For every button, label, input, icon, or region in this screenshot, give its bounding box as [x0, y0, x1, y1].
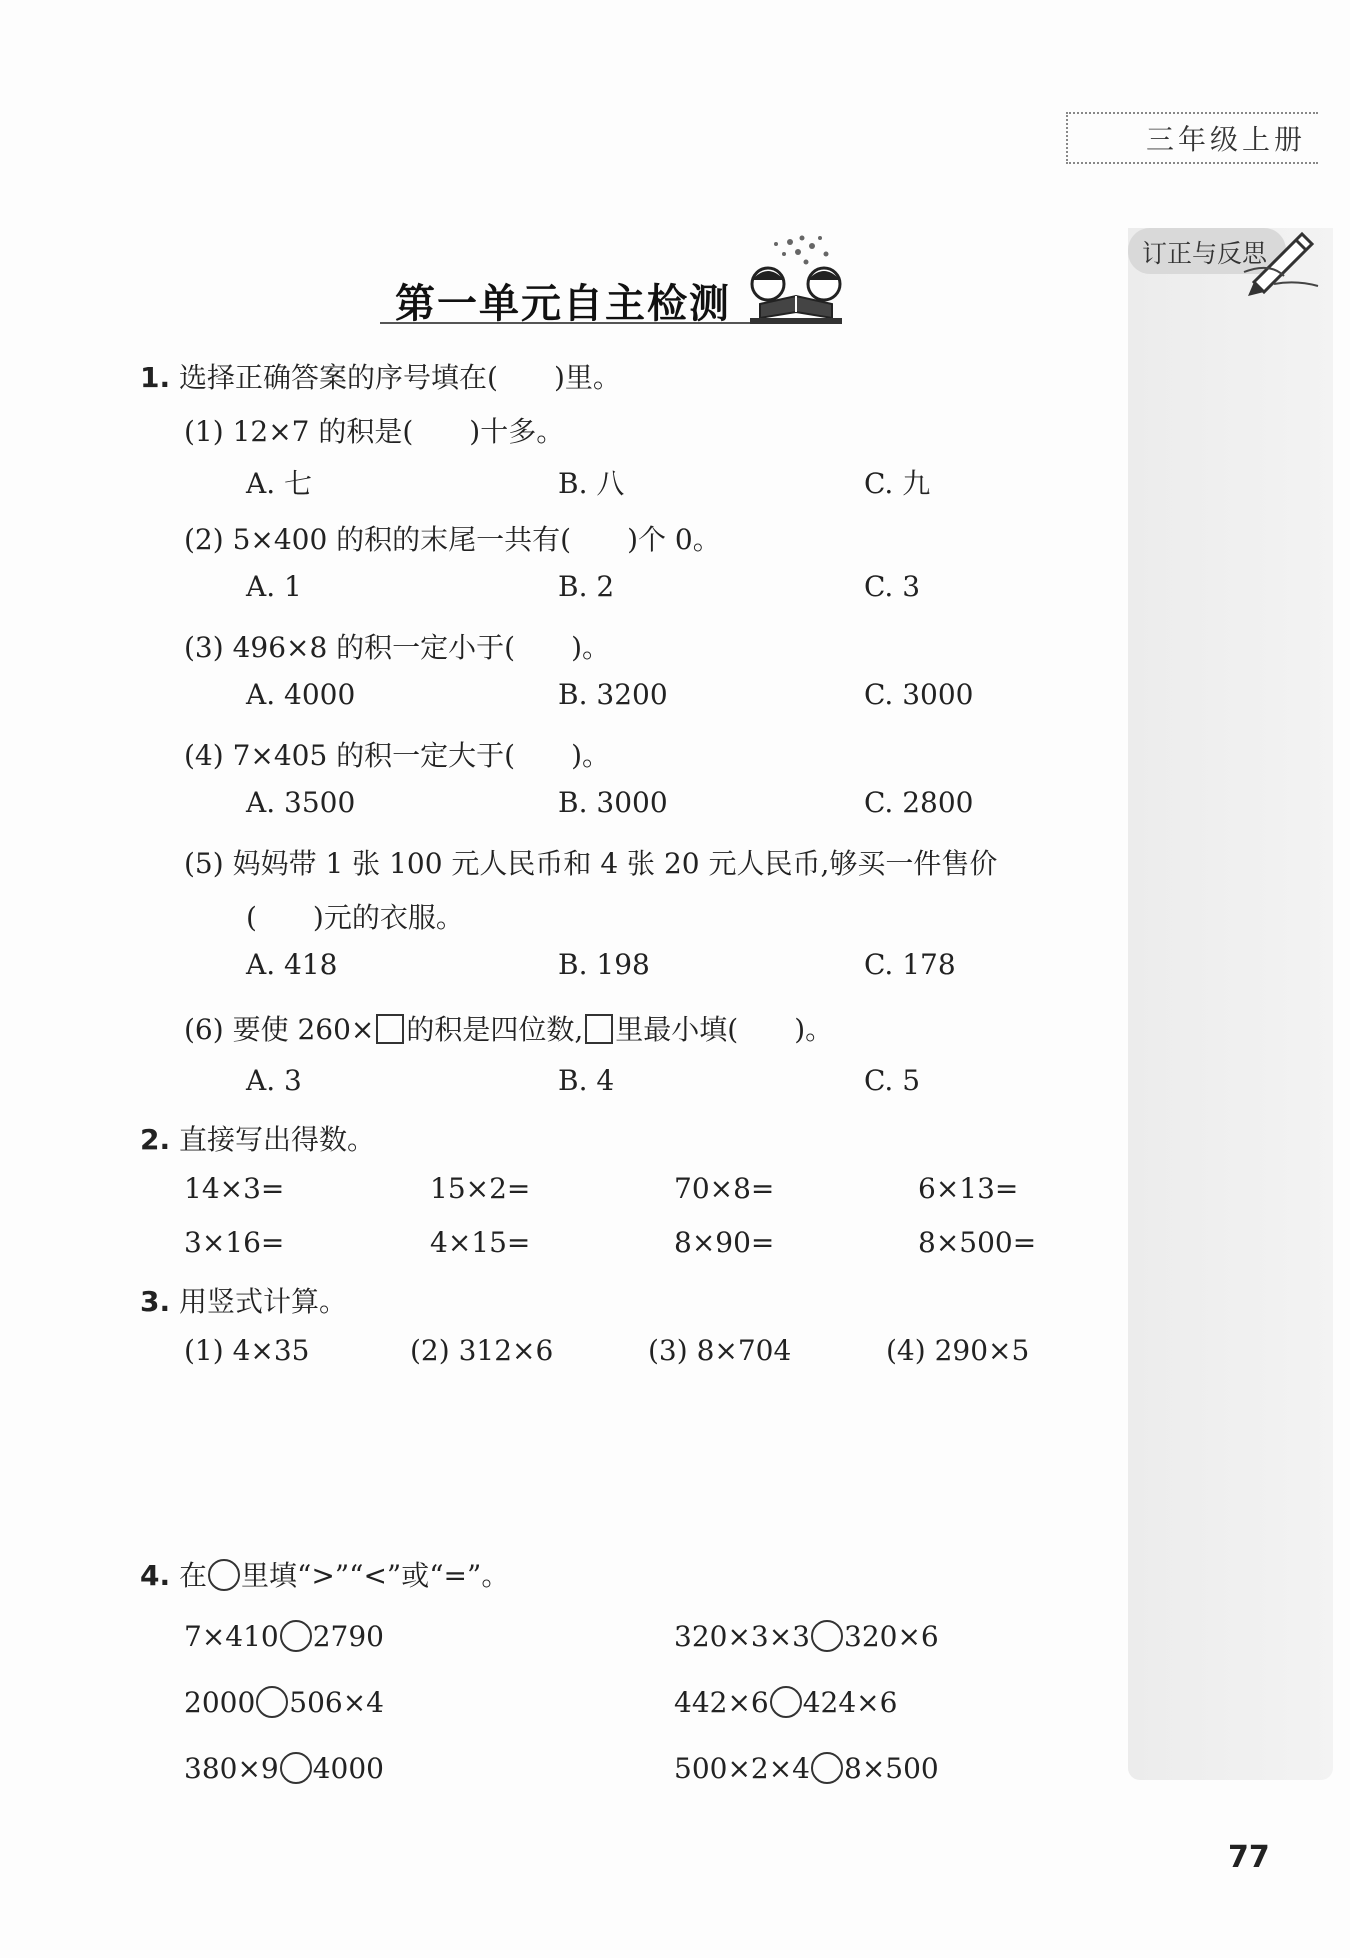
- q1-item-5-option-a: A. 418: [246, 948, 338, 981]
- q3-item: (1) 4×35: [184, 1334, 310, 1367]
- q1-item-4-option-c: C. 2800: [864, 786, 974, 819]
- q4-right: 424×6: [802, 1686, 898, 1719]
- correction-tab-label: 订正与反思: [1142, 239, 1268, 268]
- title-underline: [380, 322, 800, 324]
- q1-item-6-option-c: C. 5: [864, 1064, 921, 1097]
- q1-item-6-stem-part-3: 里最小填( )。: [615, 1013, 834, 1046]
- q2-expression: 14×3=: [184, 1172, 285, 1205]
- q1-item-3-option-c: C. 3000: [864, 678, 974, 711]
- q1-item-5-stem: (5) 妈妈带 1 张 100 元人民币和 4 张 20 元人民币,够买一件售价: [184, 847, 998, 880]
- q2-expression: 8×90=: [674, 1226, 775, 1259]
- q1-item-4-option-b: B. 3000: [558, 786, 668, 819]
- q1-item-1-option-a: A. 七: [246, 467, 313, 500]
- compare-circle[interactable]: [256, 1686, 288, 1718]
- q4-right: 320×6: [844, 1620, 939, 1653]
- q2-expression: 8×500=: [918, 1226, 1037, 1259]
- compare-circle[interactable]: [811, 1620, 843, 1652]
- question-2-stem: 直接写出得数。: [179, 1123, 376, 1156]
- q2-expression: 70×8=: [674, 1172, 775, 1205]
- q1-item-5-option-c: C. 178: [864, 948, 956, 981]
- grade-label-box: [1066, 112, 1318, 164]
- q1-item-2-option-c: C. 3: [864, 570, 921, 603]
- q4-left: 380×9: [184, 1752, 279, 1785]
- q3-item: (3) 8×704: [648, 1334, 792, 1367]
- q4-comparison: [184, 1686, 384, 1719]
- q1-item-4-option-a: A. 3500: [246, 786, 356, 819]
- q2-expression: 3×16=: [184, 1226, 285, 1259]
- q1-item-2-stem: (2) 5×400 的积的末尾一共有( )个 0。: [184, 523, 721, 556]
- q2-expression: 4×15=: [430, 1226, 531, 1259]
- q4-right: 2790: [312, 1620, 384, 1653]
- question-2-number: 2.: [140, 1123, 171, 1156]
- q4-left: 320×3×3: [674, 1620, 810, 1653]
- q3-item: (2) 312×6: [410, 1334, 554, 1367]
- q4-left: 442×6: [674, 1686, 769, 1719]
- question-1-number: 1.: [140, 361, 171, 394]
- question-3-number: 3.: [140, 1285, 171, 1318]
- circle-symbol-icon: [208, 1559, 240, 1591]
- q1-item-6-stem-part-1: (6) 要使 260×: [184, 1013, 375, 1046]
- compare-circle[interactable]: [811, 1752, 843, 1784]
- q1-item-6-option-a: A. 3: [246, 1064, 302, 1097]
- q4-right: 506×4: [289, 1686, 384, 1719]
- question-4-stem-part-2: 里填“>”“<”或“=”。: [241, 1559, 510, 1592]
- question-4-stem-part-1: 在: [179, 1559, 208, 1592]
- answer-box[interactable]: [585, 1014, 613, 1044]
- q1-item-6-stem-part-2: 的积是四位数,: [406, 1013, 584, 1046]
- question-4-number: 4.: [140, 1559, 171, 1592]
- q1-item-5-stem-line-2: ( )元的衣服。: [246, 901, 464, 934]
- q1-item-6-option-b: B. 4: [558, 1064, 615, 1097]
- question-1: [140, 356, 621, 396]
- compare-circle[interactable]: [280, 1752, 312, 1784]
- q1-item-3-option-a: A. 4000: [246, 678, 356, 711]
- q4-right: 8×500: [844, 1752, 939, 1785]
- q4-left: 2000: [184, 1686, 256, 1719]
- question-2: [140, 1118, 375, 1158]
- page-title: 第一单元自主检测: [395, 280, 731, 327]
- reading-children-icon: [740, 232, 852, 328]
- q4-comparison: [184, 1620, 384, 1653]
- q1-item-2-option-a: A. 1: [246, 570, 302, 603]
- compare-circle[interactable]: [770, 1686, 802, 1718]
- q4-comparison: [674, 1620, 939, 1653]
- question-3: [140, 1280, 347, 1320]
- q4-left: 7×410: [184, 1620, 279, 1653]
- q1-item-6-stem: [184, 1008, 833, 1048]
- q1-item-2-option-b: B. 2: [558, 570, 615, 603]
- q2-expression: 6×13=: [918, 1172, 1019, 1205]
- q3-item: (4) 290×5: [886, 1334, 1030, 1367]
- q4-comparison: [674, 1752, 939, 1785]
- question-3-stem: 用竖式计算。: [179, 1285, 348, 1318]
- q1-item-4-stem: (4) 7×405 的积一定大于( )。: [184, 739, 611, 772]
- q1-item-5-option-b: B. 198: [558, 948, 650, 981]
- q2-expression: 15×2=: [430, 1172, 531, 1205]
- correction-sidebar: [1128, 228, 1333, 1780]
- q4-comparison: [184, 1752, 384, 1785]
- q1-item-3-stem: (3) 496×8 的积一定小于( )。: [184, 631, 611, 664]
- pencil-icon: [1240, 222, 1322, 296]
- q4-left: 500×2×4: [674, 1752, 810, 1785]
- question-4: [140, 1554, 509, 1594]
- q4-right: 4000: [312, 1752, 384, 1785]
- q1-item-1-option-c: C. 九: [864, 467, 931, 500]
- compare-circle[interactable]: [280, 1620, 312, 1652]
- question-1-stem: 选择正确答案的序号填在( )里。: [179, 361, 621, 394]
- q1-item-3-option-b: B. 3200: [558, 678, 668, 711]
- answer-box[interactable]: [376, 1014, 404, 1044]
- q1-item-1-option-b: B. 八: [558, 467, 625, 500]
- page-number: 77: [1228, 1840, 1270, 1875]
- q4-comparison: [674, 1686, 897, 1719]
- q1-item-1-stem: (1) 12×7 的积是( )十多。: [184, 415, 565, 448]
- grade-label: 三年级上册: [1138, 118, 1306, 158]
